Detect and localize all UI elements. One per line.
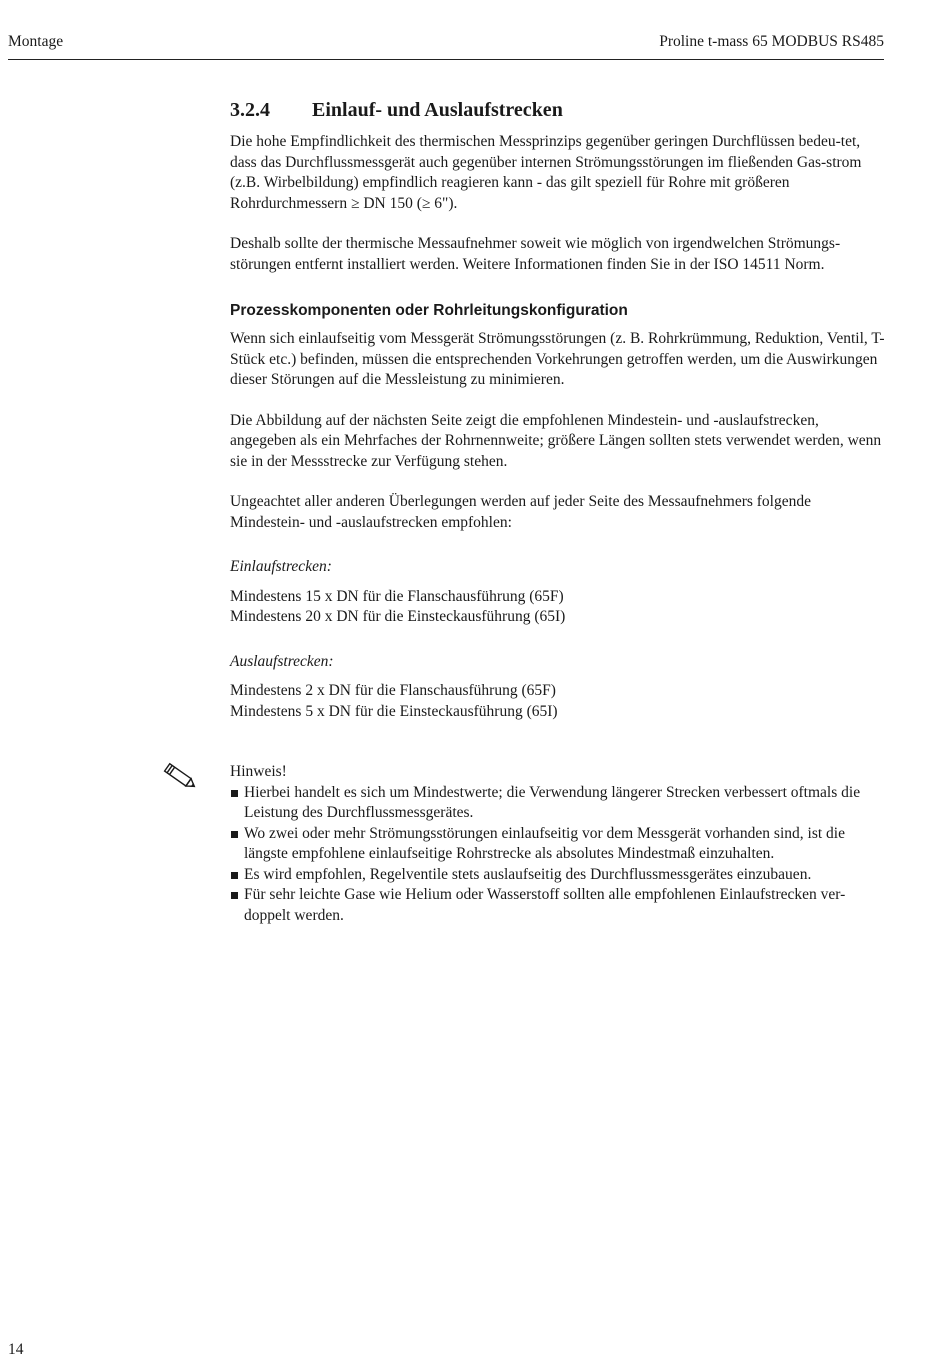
bullet-icon [231, 831, 238, 838]
header-section-label: Montage [8, 33, 64, 50]
note-item [230, 783, 890, 824]
paragraph: Deshalb sollte der thermische Messaufnehmer soweit wie möglich von irgendwelchen Strömungs-störungen entfernt installiert werden. Weitere Informationen finden Sie in der ISO 14511 Norm. [230, 235, 841, 273]
note-list [230, 783, 890, 927]
pencil-note-icon [160, 762, 200, 792]
note-item-text: Wo zwei oder mehr Strömungsstörungen einlaufseitig vor dem Messgerät vorhanden sind, ist die längste empfohlene einlaufseitige Rohrstrecke als absolutes Mindestmaß einzuhalten. [244, 824, 845, 862]
page-header [8, 33, 884, 60]
bullet-icon [231, 892, 238, 899]
paragraph: Die Abbildung auf der nächsten Seite zeigt die empfohlenen Mindestein- und -auslaufstrecken, angegeben als ein Mehrfaches der Rohrnennweite; größere Längen sollten stets verwendet werden, wenn sie in der Messstrecke zur Verfügung stehen. [230, 411, 882, 470]
note-item-text: Für sehr leichte Gase wie Helium oder Wasserstoff sollten alle empfohlenen Einlaufstrecken ver-doppelt werden. [244, 886, 846, 924]
section-heading [230, 97, 888, 123]
inlet-label: Einlaufstrecken: [230, 558, 332, 575]
paragraph: Ungeachtet aller anderen Überlegungen werden auf jeder Seite des Messaufnehmers folgende Mindestein- und -auslaufstrecken empfohlen: [230, 493, 812, 531]
inlet-list [230, 587, 888, 628]
bullet-icon [231, 872, 238, 879]
note-title: Hinweis! [230, 763, 287, 780]
note-item-text: Hierbei handelt es sich um Mindestwerte; die Verwendung längerer Strecken verbessert oftmals die Leistung des Durchflussmessgerätes. [244, 783, 861, 821]
outlet-label: Auslaufstrecken: [230, 652, 334, 670]
note-item [230, 885, 890, 926]
outlet-list [230, 681, 888, 722]
note-item [230, 824, 890, 865]
section-title: Einlauf- und Auslaufstrecken [312, 99, 563, 121]
section-number: 3.2.4 [230, 99, 270, 121]
inlet-line: Mindestens 15 x DN für die Flanschausführung (65F) [230, 587, 564, 605]
page-number: 14 [8, 1341, 24, 1358]
paragraph: Wenn sich einlaufseitig vom Messgerät Strömungsstörungen (z. B. Rohrkrümmung, Reduktion, Ventil, T-Stück etc.) befinden, müssen die entsprechenden Vorkehrungen getroffen werden, um die Auswirkungen dieser Störungen auf die Messleistung zu minimieren. [230, 330, 885, 388]
note-item [230, 865, 890, 886]
note-item-text: Es wird empfohlen, Regelventile stets auslaufseitig des Durchflussmessgerätes einzubauen. [244, 865, 812, 883]
bullet-icon [231, 790, 238, 797]
header-product-title: Proline t-mass 65 MODBUS RS485 [659, 33, 884, 50]
note-box [230, 762, 890, 926]
outlet-line: Mindestens 2 x DN für die Flanschausführung (65F) [230, 682, 556, 699]
inlet-line: Mindestens 20 x DN für die Einsteckausführung (65I) [230, 608, 566, 625]
subsection-heading: Prozesskomponenten oder Rohrleitungskonfiguration [230, 302, 628, 319]
outlet-line: Mindestens 5 x DN für die Einsteckausführung (65I) [230, 702, 558, 720]
main-content [230, 97, 888, 722]
paragraph: Die hohe Empfindlichkeit des thermischen Messprinzips gegenüber geringen Durchflüssen bedeu-tet, dass das Durchflussmessgerät auch gegenüber internen Strömungsstörungen im fließenden Gas-strom (z.B. Wirbelbildung) empfindlich reagieren kann - das gilt speziell für Rohre mit größeren Rohrdurchmessern ≥ DN 150 (≥ 6"). [230, 133, 862, 212]
